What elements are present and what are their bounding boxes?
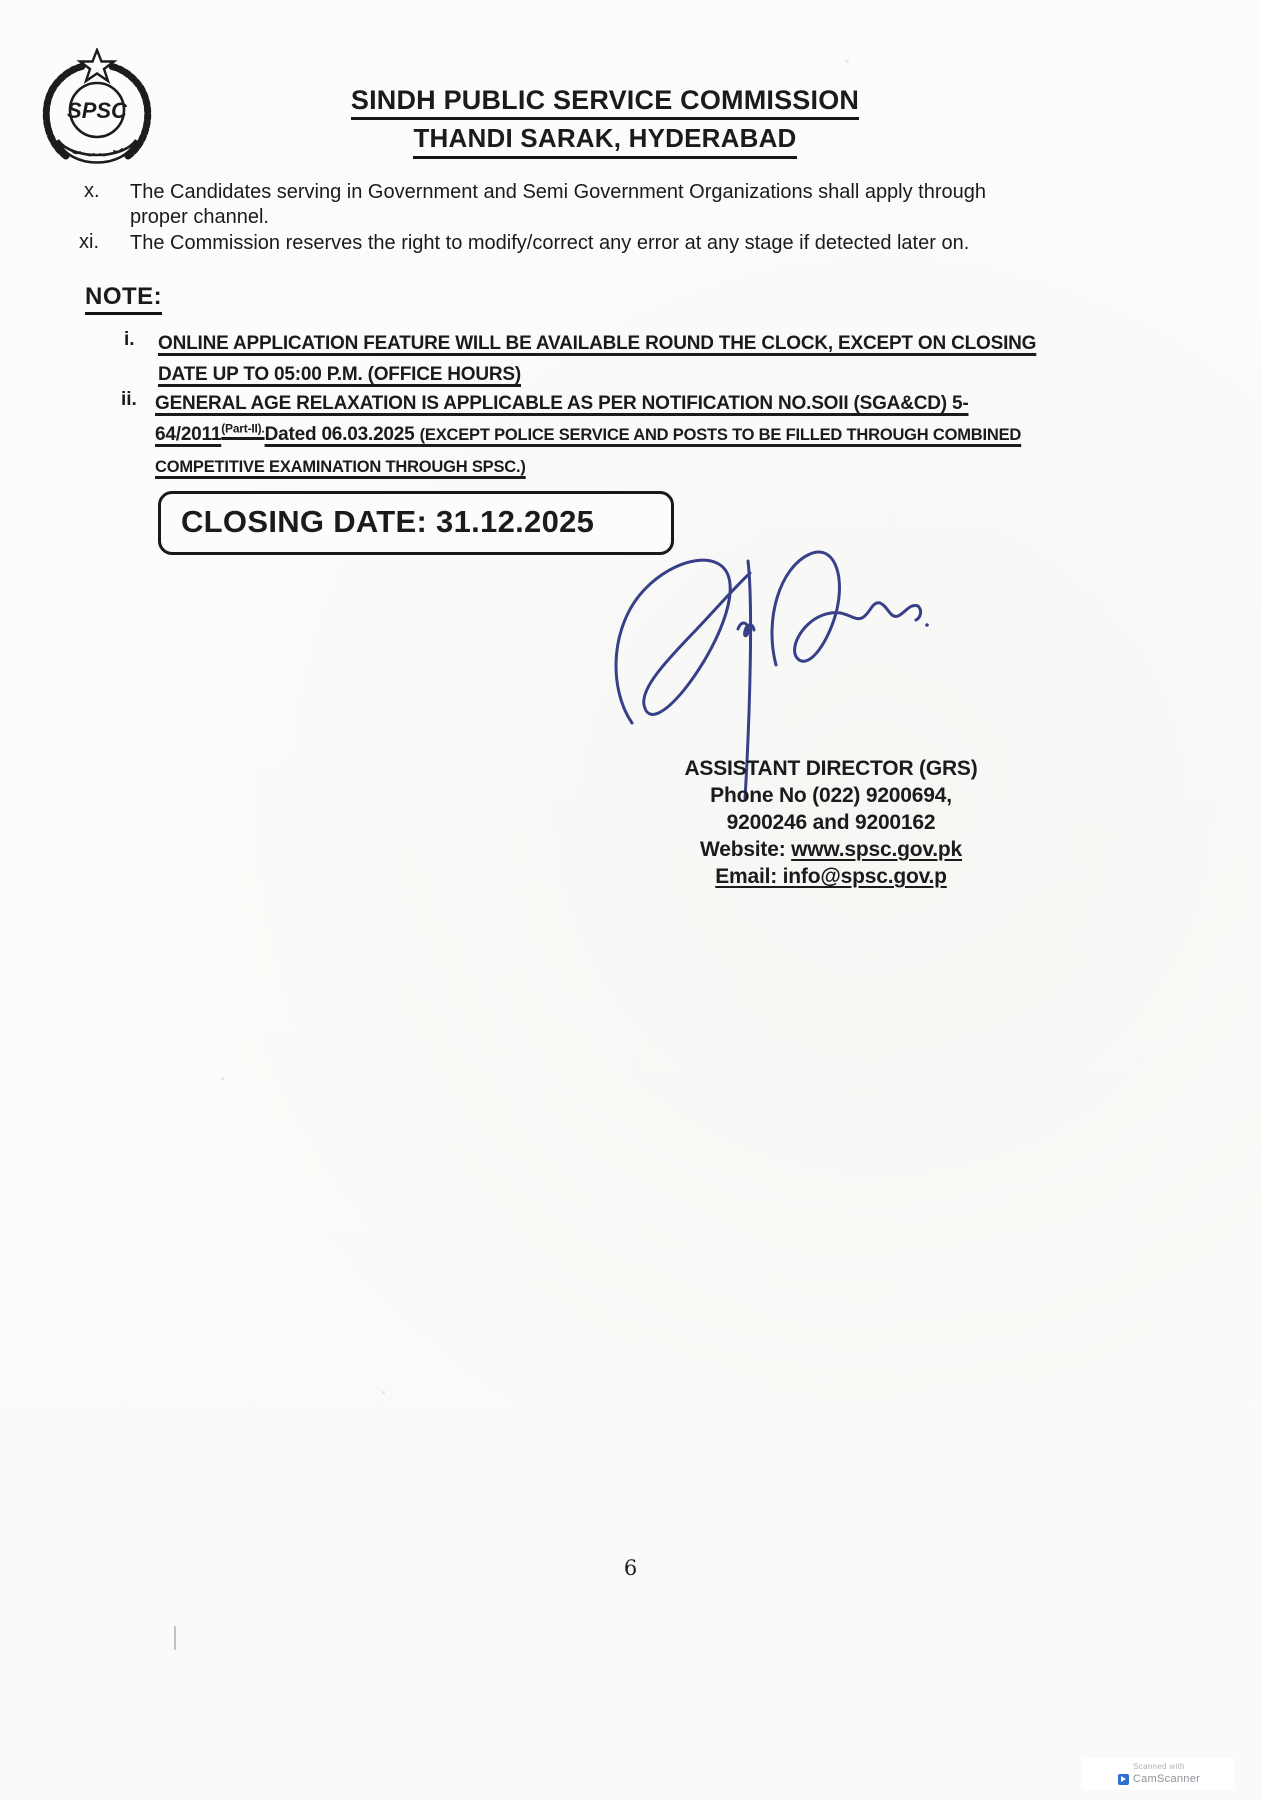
phone-line-2: 9200246 and 9200162 (726, 811, 936, 834)
note-item-i (124, 328, 1064, 390)
list-item-x (84, 180, 1034, 230)
note-item-ii (121, 388, 1061, 483)
note-i-text: ONLINE APPLICATION FEATURE WILL BE AVAILABLE ROUND THE CLOCK, EXCEPT ON CLOSING DATE UP TO 05:00 P.M. (OFFICE HOURS) (158, 333, 1037, 385)
list-item-number: x. (84, 180, 100, 202)
email-text: Email: info@spsc.gov.p (715, 865, 947, 888)
note-ii-superscript: (Part-II). (221, 421, 265, 436)
website-line (635, 836, 1027, 863)
camscanner-watermark (1083, 1758, 1235, 1790)
closing-date-text: CLOSING DATE: 31.12.2025 (181, 504, 595, 539)
document-header (160, 84, 1050, 159)
logo-monogram: SPSC (67, 98, 127, 123)
note-item-text (158, 328, 1038, 390)
list-item-text: The Candidates serving in Government and Semi Government Organizations shall apply through proper channel. (130, 181, 987, 228)
email-line (635, 863, 1027, 890)
note-item-number: i. (124, 329, 135, 350)
website-label: Website: (699, 838, 792, 861)
signatory-contact-block (635, 755, 1027, 890)
phone-line-1: Phone No (022) 9200694, (710, 784, 952, 807)
org-address: THANDI SARAK, HYDERABAD (413, 123, 796, 158)
signatory-title: ASSISTANT DIRECTOR (GRS) (684, 757, 978, 780)
note-heading: NOTE: (85, 283, 162, 315)
camscanner-icon (1118, 1774, 1129, 1785)
note-ii-dated-text: Dated 06.03.2025 (264, 424, 420, 445)
list-item-xi (79, 231, 1039, 256)
closing-date-box (158, 491, 674, 555)
scan-speck (221, 1077, 224, 1080)
org-title: SINDH PUBLIC SERVICE COMMISSION (351, 84, 859, 120)
watermark-camscanner: CamScanner (1132, 1773, 1201, 1785)
watermark-scanned-with: Scanned with (1133, 1762, 1185, 1771)
note-item-text (155, 388, 1035, 483)
list-item-number: xi. (79, 231, 99, 253)
scan-stray-mark (174, 1626, 176, 1650)
scan-speck (382, 1391, 385, 1394)
scan-speck (845, 60, 849, 63)
note-item-number: ii. (121, 389, 137, 410)
note-ii-main-text: GENERAL AGE RELAXATION IS APPLICABLE AS PER NOTIFICATION NO.SOII (SGA&CD) 5-64/2011 (155, 393, 969, 445)
website-url: www.spsc.gov.pk (791, 838, 963, 861)
page-number: 6 (623, 1556, 638, 1580)
note-ii-exception-text: (EXCEPT POLICE SERVICE AND POSTS TO BE FILLED THROUGH COMBINED COMPETITIVE EXAMINATION THROUGH SPSC.) (155, 426, 1022, 476)
list-item-text: The Commission reserves the right to modify/correct any error at any stage if detected later on. (130, 232, 970, 254)
logo-crescent (58, 140, 136, 163)
spsc-seal-logo (36, 48, 158, 170)
